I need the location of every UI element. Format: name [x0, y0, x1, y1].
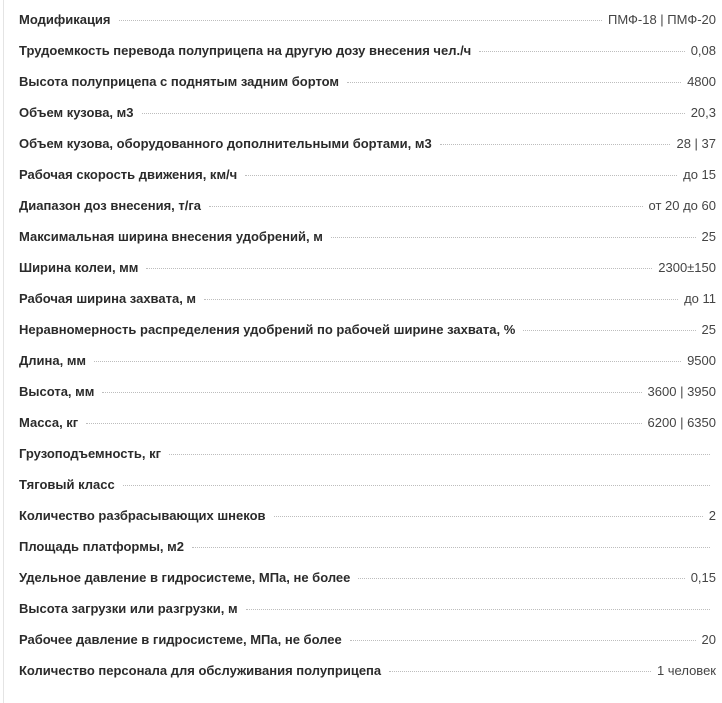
spec-label: Тяговый класс: [19, 477, 115, 492]
spec-row-height: [19, 376, 716, 407]
spec-row-track-width: [19, 252, 716, 283]
spec-label: Объем кузова, оборудованного дополнительными бортами, м3: [19, 136, 432, 151]
spec-row-length: [19, 345, 716, 376]
spec-value: 28 | 37: [676, 136, 716, 151]
spec-label: Высота, мм: [19, 384, 95, 399]
dotted-leader: [204, 298, 678, 300]
spec-row-max-spread-width: [19, 221, 716, 252]
spec-label: Грузоподъемность, кг: [19, 446, 161, 461]
spec-row-unevenness: [19, 314, 716, 345]
spec-row-extended-body-volume: [19, 128, 716, 159]
spec-row-specific-pressure: [19, 562, 716, 593]
dotted-leader: [146, 267, 652, 269]
spec-label: Длина, мм: [19, 353, 87, 368]
spec-label: Модификация: [19, 12, 111, 27]
dotted-leader: [479, 50, 684, 52]
spec-label: Ширина колеи, мм: [19, 260, 139, 275]
spec-label: Неравномерность распределения удобрений по рабочей ширине захвата, %: [19, 322, 516, 337]
spec-value: 0,08: [690, 43, 716, 58]
spec-value: 2: [708, 508, 716, 523]
dotted-leader: [86, 422, 641, 424]
spec-value: 1 человек: [656, 663, 716, 678]
spec-label: Диапазон доз внесения, т/га: [19, 198, 201, 213]
spec-label: Рабочая ширина захвата, м: [19, 291, 197, 306]
spec-value: 9500: [687, 353, 716, 368]
spec-row-modification: [19, 4, 716, 35]
dotted-leader: [119, 19, 602, 21]
dotted-leader: [123, 484, 710, 486]
spec-value: 6200 | 6350: [647, 415, 716, 430]
spec-label: Высота загрузки или разгрузки, м: [19, 601, 238, 616]
spec-row-body-volume: [19, 97, 716, 128]
spec-value: 3600 | 3950: [647, 384, 716, 399]
spec-row-working-pressure: [19, 624, 716, 655]
spec-value: 25: [701, 229, 716, 244]
spec-value: 2300±150: [658, 260, 716, 275]
spec-label: Рабочая скорость движения, км/ч: [19, 167, 238, 182]
spec-value: 4800: [687, 74, 716, 89]
spec-row-dose-range: [19, 190, 716, 221]
dotted-leader: [358, 577, 684, 579]
spec-value: до 15: [683, 167, 716, 182]
dotted-leader: [245, 174, 677, 176]
spec-label: Количество разбрасывающих шнеков: [19, 508, 266, 523]
spec-label: Площадь платформы, м2: [19, 539, 184, 554]
spec-row-mass: [19, 407, 716, 438]
dotted-leader: [350, 639, 696, 641]
spec-value: 0,15: [690, 570, 716, 585]
spec-row-auger-count: [19, 500, 716, 531]
left-border: [3, 0, 4, 703]
spec-value: 20,3: [690, 105, 716, 120]
spec-row-working-width: [19, 283, 716, 314]
spec-value: 20: [701, 632, 716, 647]
dotted-leader: [389, 670, 651, 672]
spec-label: Максимальная ширина внесения удобрений, м: [19, 229, 323, 244]
spec-row-payload: [19, 438, 716, 469]
dotted-leader: [246, 608, 710, 610]
spec-label: Масса, кг: [19, 415, 79, 430]
spec-row-personnel: [19, 655, 716, 686]
dotted-leader: [102, 391, 641, 393]
dotted-leader: [347, 81, 681, 83]
dotted-leader: [331, 236, 696, 238]
dotted-leader: [94, 360, 681, 362]
spec-row-traction-class: [19, 469, 716, 500]
spec-row-loading-height: [19, 593, 716, 624]
spec-label: Объем кузова, м3: [19, 105, 134, 120]
dotted-leader: [169, 453, 710, 455]
spec-row-changeover-labor: [19, 35, 716, 66]
spec-value: 25: [701, 322, 716, 337]
spec-label: Рабочее давление в гидросистеме, МПа, не более: [19, 632, 342, 647]
dotted-leader: [142, 112, 685, 114]
spec-row-platform-area: [19, 531, 716, 562]
spec-value: до 11: [684, 291, 716, 306]
specifications-table: [19, 4, 716, 686]
spec-row-raised-height: [19, 66, 716, 97]
dotted-leader: [523, 329, 695, 331]
spec-label: Удельное давление в гидросистеме, МПа, не более: [19, 570, 351, 585]
dotted-leader: [209, 205, 643, 207]
dotted-leader: [274, 515, 703, 517]
spec-row-working-speed: [19, 159, 716, 190]
spec-label: Трудоемкость перевода полуприцепа на другую дозу внесения чел./ч: [19, 43, 472, 58]
spec-label: Количество персонала для обслуживания полуприцепа: [19, 663, 382, 678]
spec-value: ПМФ-18 | ПМФ-20: [608, 12, 716, 27]
spec-label: Высота полуприцепа с поднятым задним бортом: [19, 74, 340, 89]
dotted-leader: [192, 546, 710, 548]
spec-value: от 20 до 60: [648, 198, 716, 213]
dotted-leader: [440, 143, 671, 145]
